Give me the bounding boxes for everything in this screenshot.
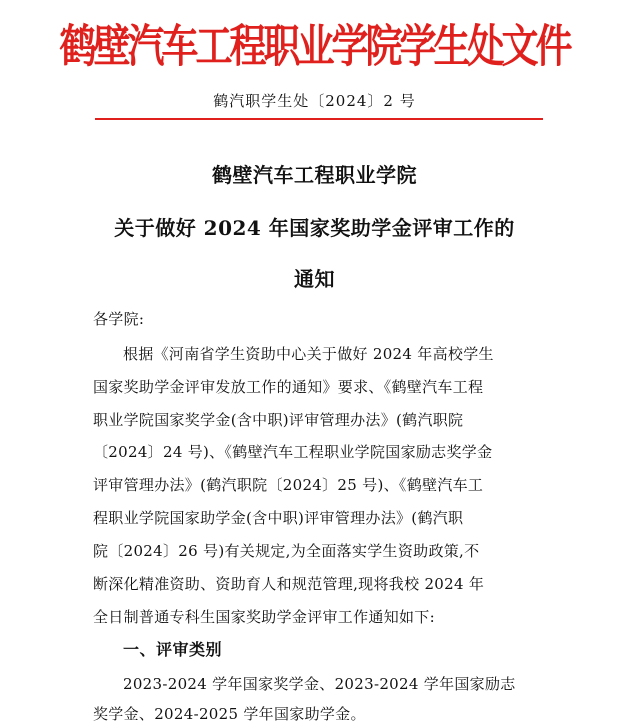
document-number: 鹤汽职学生处〔2024〕2 号 bbox=[213, 92, 416, 110]
section-body-line: 2023-2024 学年国家奖学金、2023-2024 学年国家励志 bbox=[123, 675, 516, 693]
body-line: 院〔2024〕26 号)有关规定,为全面落实学生资助政策,不 bbox=[93, 542, 480, 560]
salutation: 各学院: bbox=[93, 310, 145, 328]
body-line: 职业学院国家奖学金(含中职)评审管理办法》(鹤汽职院 bbox=[93, 411, 464, 429]
red-separator-line bbox=[95, 118, 543, 120]
notice-title-line-1: 鹤壁汽车工程职业学院 bbox=[212, 163, 417, 187]
notice-title-line-2: 关于做好 2024 年国家奖助学金评审工作的 bbox=[114, 216, 515, 240]
body-line: 评审管理办法》(鹤汽职院〔2024〕25 号)、《鹤壁汽车工 bbox=[93, 476, 484, 494]
masthead-title: 鹤壁汽车工程职业学院学生处文件 bbox=[59, 18, 570, 73]
body-line: 全日制普通专科生国家奖助学金评审工作通知如下: bbox=[93, 608, 435, 626]
notice-title-line-3: 通知 bbox=[294, 267, 335, 291]
body-line: 国家奖助学金评审发放工作的通知》要求、《鹤壁汽车工程 bbox=[93, 378, 484, 396]
body-line: 程职业学院国家助学金(含中职)评审管理办法》(鹤汽职 bbox=[93, 509, 464, 527]
section-body-line: 奖学金、2024-2025 学年国家助学金。 bbox=[93, 705, 366, 723]
body-line: 根据《河南省学生资助中心关于做好 2024 年高校学生 bbox=[123, 345, 494, 363]
body-line: 断深化精准资助、资助育人和规范管理,现将我校 2024 年 bbox=[93, 575, 485, 593]
section-heading: 一、评审类别 bbox=[123, 640, 223, 659]
body-line: 〔2024〕24 号)、《鹤壁汽车工程职业学院国家励志奖学金 bbox=[93, 443, 493, 461]
